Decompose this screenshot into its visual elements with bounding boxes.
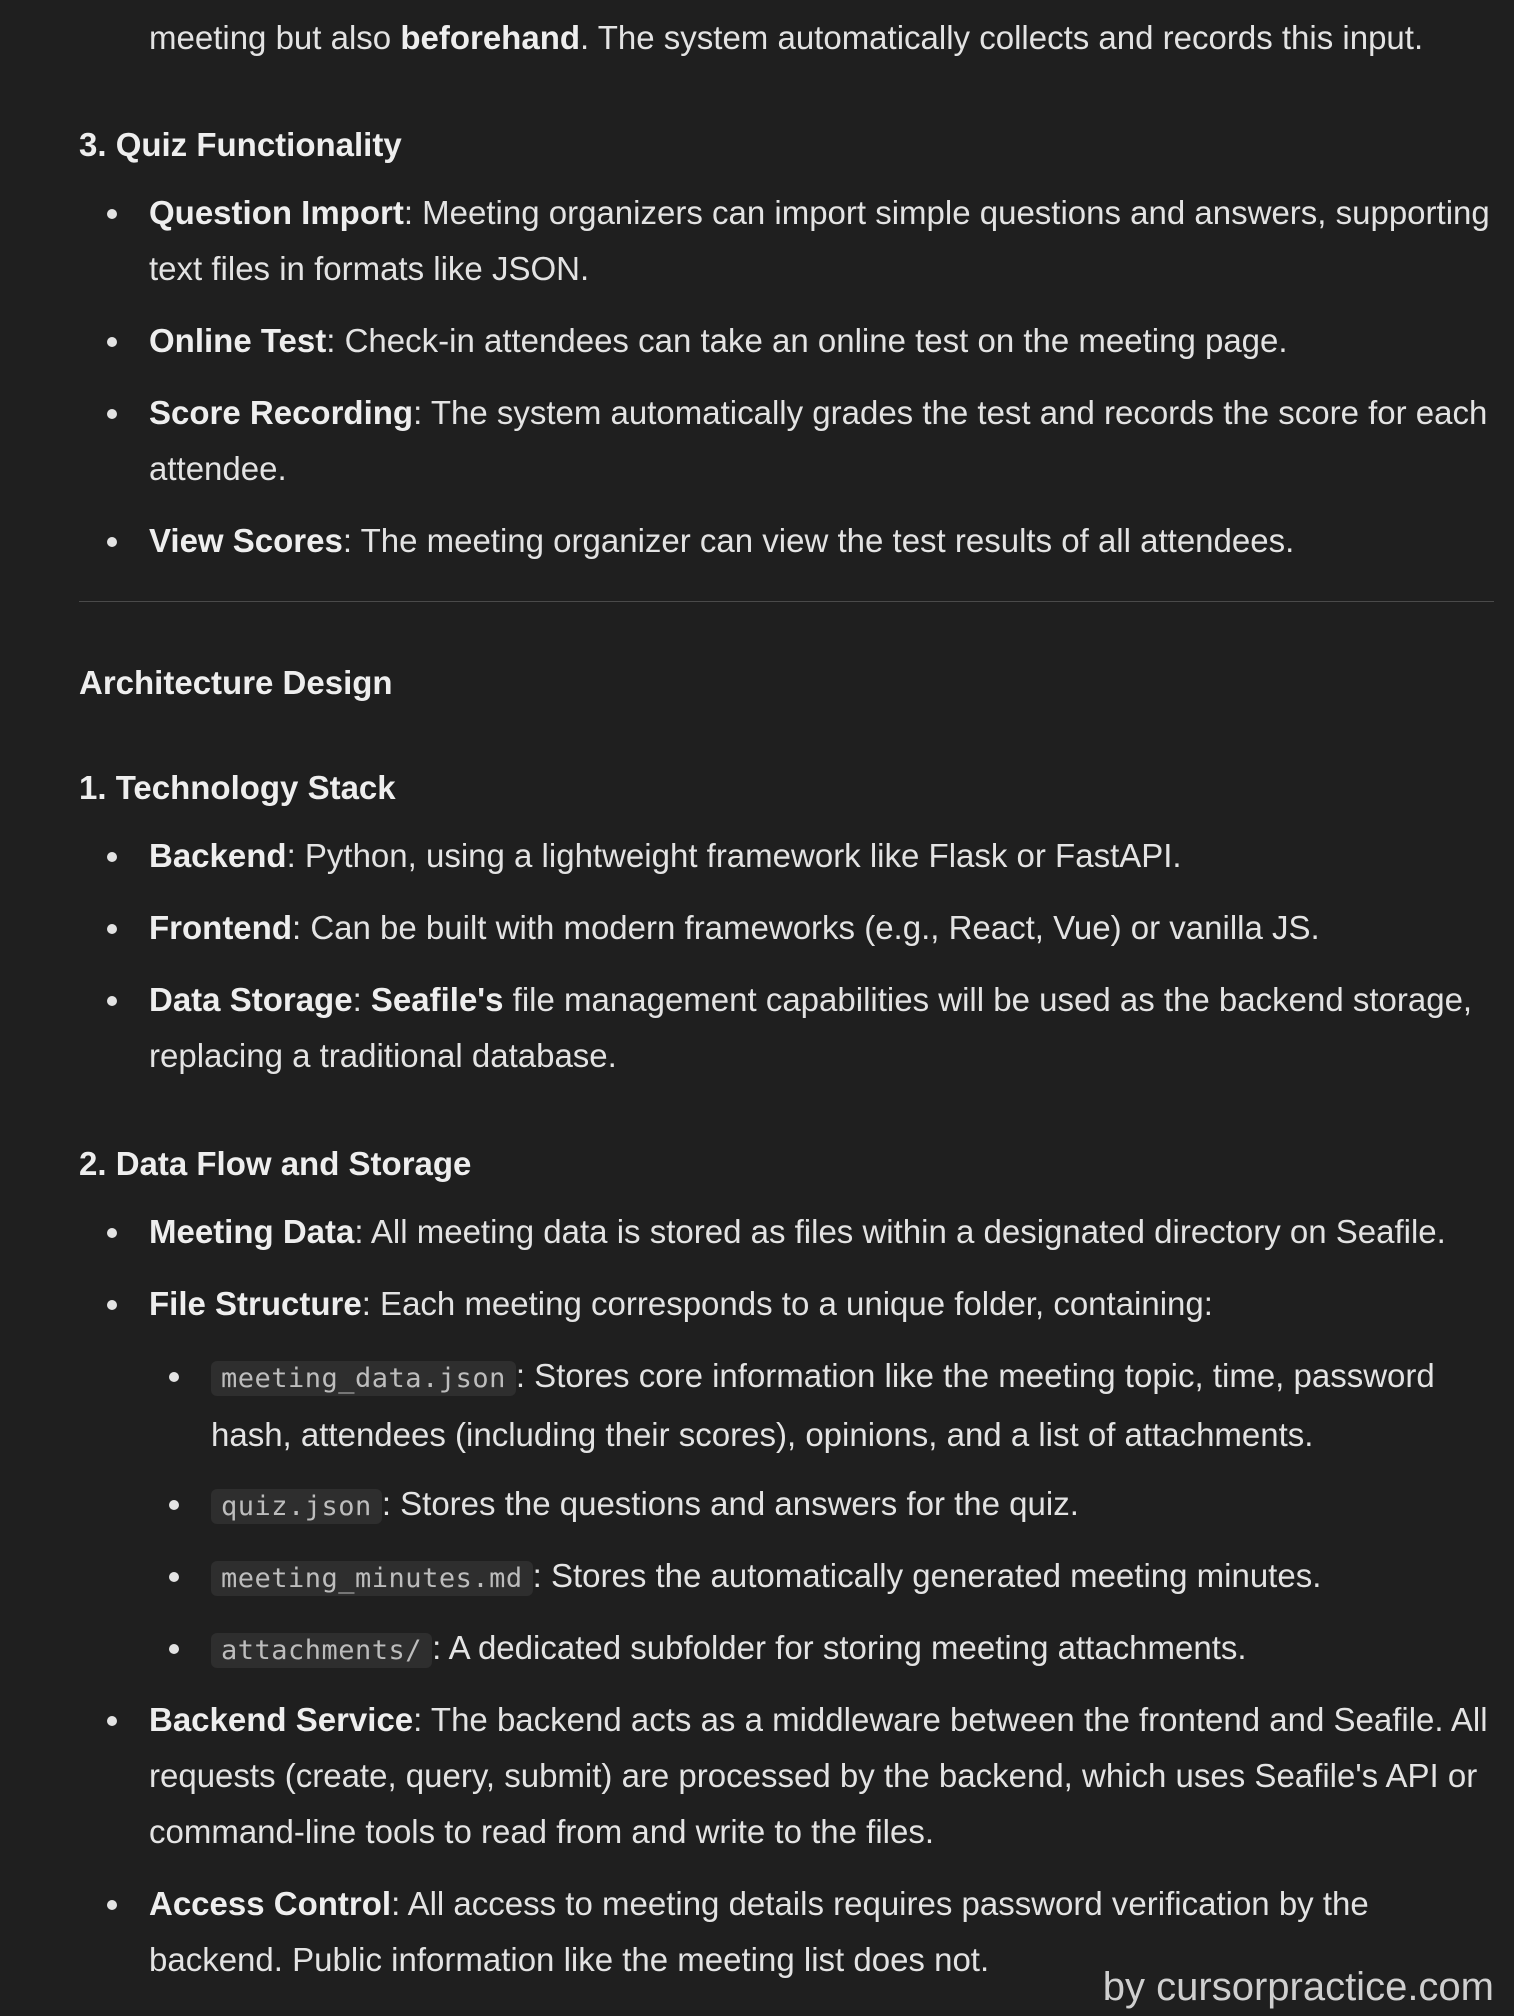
file-name: meeting_data.json bbox=[211, 1361, 516, 1396]
item-term: Online Test bbox=[149, 322, 327, 359]
list-item bbox=[149, 513, 1494, 569]
list-item bbox=[149, 185, 1494, 297]
list-item bbox=[149, 1276, 1494, 1332]
item-text: : The meeting organizer can view the test results of all attendees. bbox=[342, 522, 1295, 559]
data-flow-heading: 2. Data Flow and Storage bbox=[79, 1145, 472, 1182]
item-term-secondary: Seafile's bbox=[370, 981, 504, 1018]
file-name: attachments/ bbox=[211, 1633, 432, 1668]
quiz-heading: 3. Quiz Functionality bbox=[79, 126, 402, 163]
item-text: : Meeting organizers can import simple questions and answers, supporting text files in formats like JSON. bbox=[149, 194, 1490, 287]
section-divider bbox=[79, 601, 1494, 602]
item-text: : All access to meeting details requires password verification by the backend. Public information like the meeting list does not. bbox=[149, 1885, 1369, 1978]
item-term: Data Storage bbox=[149, 981, 353, 1018]
tech-stack-heading: 1. Technology Stack bbox=[79, 769, 396, 806]
list-item bbox=[149, 1204, 1494, 1260]
list-item bbox=[149, 313, 1494, 369]
list-item bbox=[149, 828, 1494, 884]
intro-text-before: meeting but also bbox=[149, 19, 401, 56]
list-item bbox=[149, 900, 1494, 956]
item-term: Question Import bbox=[149, 194, 404, 231]
item-text: : Can be built with modern frameworks (e.g., React, Vue) or vanilla JS. bbox=[291, 909, 1320, 946]
item-term: Access Control bbox=[149, 1885, 392, 1922]
file-list-item bbox=[211, 1476, 1494, 1535]
file-list-item bbox=[211, 1348, 1494, 1463]
list-item bbox=[149, 385, 1494, 497]
intro-text-after: . The system automatically collects and records this input. bbox=[580, 19, 1424, 56]
file-description: : Stores the questions and answers for the quiz. bbox=[381, 1485, 1079, 1522]
list-item bbox=[149, 1692, 1494, 1860]
item-term: Frontend bbox=[149, 909, 292, 946]
file-description: : A dedicated subfolder for storing meeting attachments. bbox=[432, 1629, 1247, 1666]
file-description: : Stores the automatically generated meeting minutes. bbox=[532, 1557, 1322, 1594]
file-list-item bbox=[211, 1548, 1494, 1607]
file-name: quiz.json bbox=[211, 1489, 382, 1524]
item-term: Backend bbox=[149, 837, 287, 874]
item-text: : All meeting data is stored as files within a designated directory on Seafile. bbox=[354, 1213, 1446, 1250]
item-text: : Python, using a lightweight framework like Flask or FastAPI. bbox=[286, 837, 1182, 874]
intro-paragraph bbox=[149, 14, 1423, 62]
item-text: : The backend acts as a middleware between the frontend and Seafile. All requests (create, query, submit) are processed by the backend, which uses Seafile's API or command-line tools to read from and write to the files. bbox=[149, 1701, 1488, 1850]
list-item bbox=[149, 972, 1494, 1084]
item-text: file management capabilities will be used as the backend storage, replacing a traditional database. bbox=[149, 981, 1473, 1074]
file-name: meeting_minutes.md bbox=[211, 1561, 533, 1596]
file-description: : Stores core information like the meeting topic, time, password hash, attendees (including their scores), opinions, and a list of attachments. bbox=[211, 1357, 1435, 1453]
intro-bold-text: beforehand bbox=[400, 19, 581, 56]
item-term: Meeting Data bbox=[149, 1213, 355, 1250]
item-term: Score Recording bbox=[149, 394, 414, 431]
item-text: : Check-in attendees can take an online test on the meeting page. bbox=[326, 322, 1288, 359]
item-term: File Structure bbox=[149, 1285, 362, 1322]
item-term: Backend Service bbox=[149, 1701, 414, 1738]
architecture-heading: Architecture Design bbox=[79, 664, 393, 701]
item-term: View Scores bbox=[149, 522, 343, 559]
file-list-item bbox=[211, 1620, 1494, 1679]
item-text: : Each meeting corresponds to a unique folder, containing: bbox=[361, 1285, 1213, 1322]
item-separator: : bbox=[352, 981, 371, 1018]
watermark: by cursorpractice.com bbox=[1102, 1965, 1494, 2009]
item-text: : The system automatically grades the test and records the score for each attendee. bbox=[149, 394, 1488, 487]
